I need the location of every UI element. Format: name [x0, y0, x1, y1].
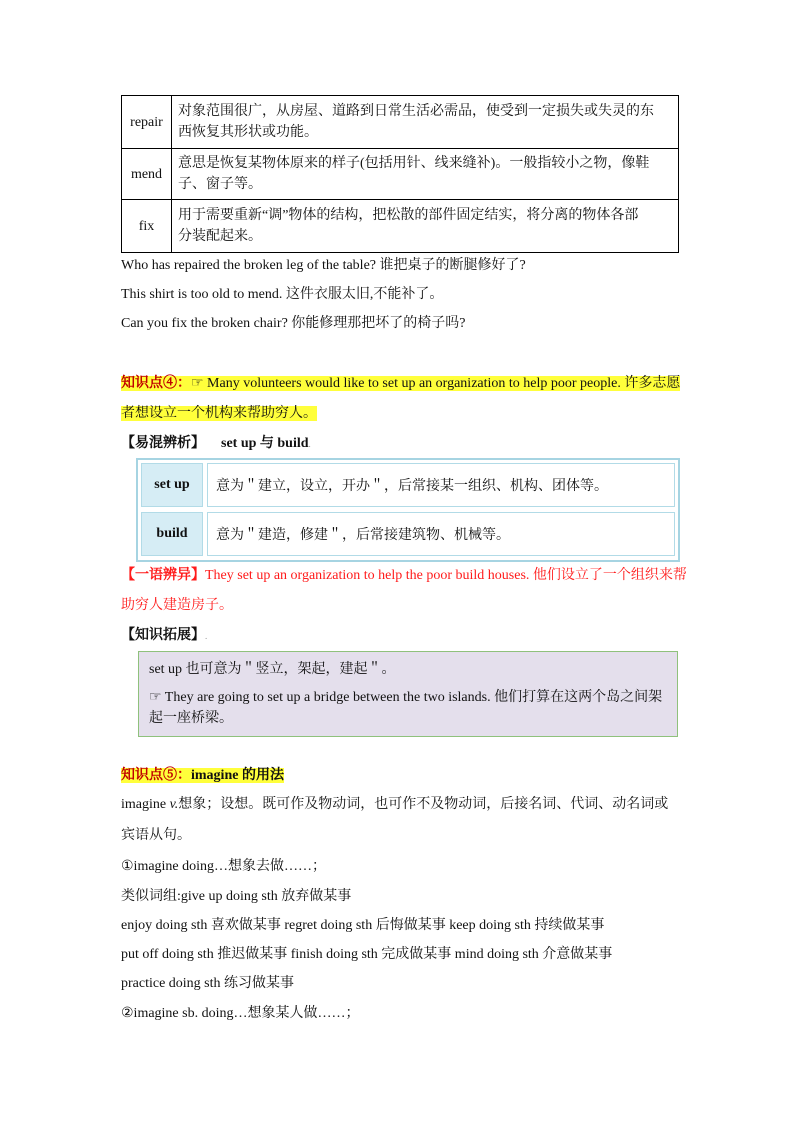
kp4-label: 知识点④：	[121, 376, 191, 391]
table-desc-cell: 对象范围很广，从房屋、道路到日常生活必需品，使受到一定损失或失灵的东 西恢复其形状或功能。	[172, 96, 679, 149]
kp5-title: imagine 的用法	[191, 768, 284, 783]
extension-line: set up 也可意为＂竖立，架起，建起＂。	[149, 662, 396, 677]
extension-heading: 【知识拓展】.	[121, 628, 208, 643]
similar-phrases: 类似词组:give up doing sth 放弃做某事	[121, 889, 352, 904]
table-word-cell: mend	[122, 149, 172, 200]
table-row	[122, 149, 679, 200]
compare-key: set up	[141, 463, 203, 507]
phrase-row: practice doing sth 练习做某事	[121, 976, 295, 991]
kp5-label: 知识点⑤：	[121, 768, 191, 783]
compare-table	[136, 458, 680, 562]
imagine-definition-cont: 宾语从句。	[121, 828, 191, 843]
knowledge-point-4	[121, 374, 680, 394]
imagine-usage-1: ①imagine doing…想象去做……；	[121, 859, 327, 874]
phrase-row: enjoy doing sth 喜欢做某事 regret doing sth 后悔做某事 keep doing sth 持续做某事	[121, 918, 605, 933]
compare-key: build	[141, 512, 203, 556]
compare-value: 意为＂建造，修建＂，后常接建筑物、机械等。	[207, 512, 675, 556]
distinguish-line: 【一语辨异】They set up an organization to help the poor build houses. 他们设立了一个组织来帮	[121, 568, 687, 583]
distinguish-translation: 助穷人建造房子。	[121, 598, 233, 613]
knowledge-point-5	[121, 766, 284, 786]
compare-value: 意为＂建立，设立，开办＂，后常接某一组织、机构、团体等。	[207, 463, 675, 507]
table-row	[141, 463, 675, 507]
extension-box	[138, 651, 678, 737]
distinguish-label: 【一语辨异】	[121, 568, 205, 583]
table-word-cell: fix	[122, 200, 172, 253]
phrase-row: put off doing sth 推迟做某事 finish doing sth 完成做某事 mind doing sth 介意做某事	[121, 947, 613, 962]
table-word-cell: repair	[122, 96, 172, 149]
table-row	[122, 96, 679, 149]
table-desc-cell: 用于需要重新“调”物体的结构，把松散的部件固定结实，将分离的物体各部 分装配起来。	[172, 200, 679, 253]
word-comparison-table	[121, 95, 679, 253]
extension-example: ☞ They are going to set up a bridge between the two islands. 他们打算在这两个岛之间架	[149, 690, 663, 705]
example-sentence: Who has repaired the broken leg of the table? 谁把桌子的断腿修好了?	[121, 258, 526, 273]
imagine-definition: imagine v.想象；设想。既可作及物动词，也可作不及物动词，后接名词、代词、动名词或	[121, 797, 669, 812]
extension-example-cont: 起一座桥梁。	[149, 711, 233, 726]
table-row	[141, 512, 675, 556]
confuse-heading: 【易混辨析】 set up 与 build.	[121, 436, 311, 451]
table-row	[122, 200, 679, 253]
imagine-usage-2: ②imagine sb. doing…想象某人做……；	[121, 1006, 360, 1021]
kp4-sentence: ☞ Many volunteers would like to set up an organization to help poor people. 许多志愿	[191, 376, 681, 391]
table-desc-cell: 意思是恢复某物体原来的样子(包括用针、线来缝补)。一般指较小之物，像鞋 子、窗子等。	[172, 149, 679, 200]
example-sentence: Can you fix the broken chair? 你能修理那把坏了的椅子吗?	[121, 316, 466, 331]
example-sentence: This shirt is too old to mend. 这件衣服太旧,不能补了。	[121, 287, 444, 302]
kp4-translation: 者想设立一个机构来帮助穷人。	[121, 406, 317, 421]
